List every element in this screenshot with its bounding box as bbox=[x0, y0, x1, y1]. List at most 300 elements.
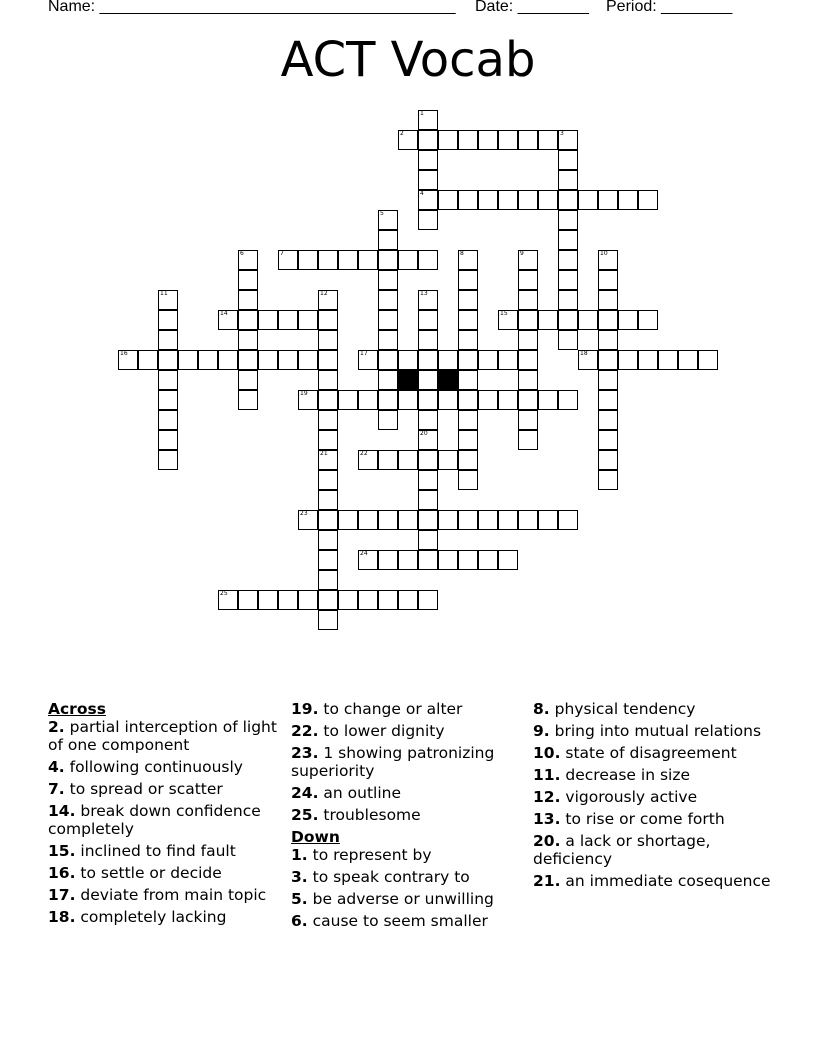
grid-cell[interactable] bbox=[418, 370, 438, 390]
grid-cell[interactable] bbox=[418, 470, 438, 490]
clue-number: 7. bbox=[48, 780, 65, 798]
grid-cell[interactable] bbox=[458, 390, 478, 410]
clue-number: 16 bbox=[120, 350, 128, 357]
grid-cell[interactable] bbox=[638, 350, 658, 370]
grid-cell[interactable] bbox=[398, 390, 418, 410]
clue-item bbox=[291, 912, 526, 930]
grid-cell[interactable] bbox=[398, 450, 418, 470]
clue-text: be adverse or unwilling bbox=[307, 890, 494, 908]
grid-cell[interactable] bbox=[458, 470, 478, 490]
grid-cell[interactable] bbox=[358, 350, 378, 370]
grid-cell[interactable] bbox=[598, 450, 618, 470]
grid-cell[interactable] bbox=[598, 270, 618, 290]
grid-cell[interactable] bbox=[418, 530, 438, 550]
clue-item bbox=[291, 784, 526, 802]
clue-item bbox=[533, 722, 773, 740]
grid-cell[interactable] bbox=[418, 110, 438, 130]
grid-cell[interactable] bbox=[458, 270, 478, 290]
grid-cell[interactable] bbox=[238, 330, 258, 350]
grid-cell[interactable] bbox=[318, 510, 338, 530]
grid-cell[interactable] bbox=[158, 430, 178, 450]
grid-cell[interactable] bbox=[298, 510, 318, 530]
clue-text: decrease in size bbox=[560, 766, 691, 784]
grid-cell[interactable] bbox=[238, 350, 258, 370]
grid-cell[interactable] bbox=[558, 310, 578, 330]
clue-item bbox=[291, 806, 526, 824]
grid-cell[interactable] bbox=[218, 310, 238, 330]
grid-cell[interactable] bbox=[418, 310, 438, 330]
clue-item bbox=[48, 718, 280, 754]
grid-cell[interactable] bbox=[458, 330, 478, 350]
grid-cell[interactable] bbox=[598, 470, 618, 490]
clue-number: 1. bbox=[291, 846, 308, 864]
grid-cell[interactable] bbox=[358, 450, 378, 470]
clue-item bbox=[48, 842, 280, 860]
clue-item bbox=[291, 846, 526, 864]
clue-number: 22 bbox=[360, 450, 368, 457]
grid-cell[interactable] bbox=[358, 590, 378, 610]
grid-cell[interactable] bbox=[198, 350, 218, 370]
grid-cell[interactable] bbox=[478, 350, 498, 370]
grid-cell[interactable] bbox=[518, 330, 538, 350]
grid-cell[interactable] bbox=[498, 130, 518, 150]
grid-cell[interactable] bbox=[338, 590, 358, 610]
clue-item bbox=[48, 802, 280, 838]
grid-cell[interactable] bbox=[598, 310, 618, 330]
grid-cell[interactable] bbox=[318, 290, 338, 310]
grid-cell[interactable] bbox=[378, 390, 398, 410]
grid-cell[interactable] bbox=[378, 310, 398, 330]
grid-cell[interactable] bbox=[538, 390, 558, 410]
grid-cell[interactable] bbox=[498, 510, 518, 530]
grid-cell[interactable] bbox=[238, 270, 258, 290]
grid-cell[interactable] bbox=[598, 410, 618, 430]
clue-text: an outline bbox=[318, 784, 402, 802]
grid-cell[interactable] bbox=[438, 550, 458, 570]
grid-cell[interactable] bbox=[498, 190, 518, 210]
grid-cell[interactable] bbox=[278, 250, 298, 270]
grid-cell[interactable] bbox=[158, 330, 178, 350]
grid-cell[interactable] bbox=[538, 190, 558, 210]
grid-cell[interactable] bbox=[438, 190, 458, 210]
grid-cell[interactable] bbox=[418, 190, 438, 210]
clue-number: 5. bbox=[291, 890, 308, 908]
clue-number: 7 bbox=[280, 250, 284, 257]
grid-cell[interactable] bbox=[458, 350, 478, 370]
grid-cell[interactable] bbox=[518, 130, 538, 150]
clue-number: 17 bbox=[360, 350, 368, 357]
grid-cell[interactable] bbox=[518, 310, 538, 330]
grid-cell[interactable] bbox=[358, 550, 378, 570]
grid-cell[interactable] bbox=[378, 370, 398, 390]
grid-cell[interactable] bbox=[398, 590, 418, 610]
grid-cell[interactable] bbox=[378, 350, 398, 370]
grid-cell[interactable] bbox=[518, 350, 538, 370]
grid-cell[interactable] bbox=[458, 510, 478, 530]
clue-text: to spread or scatter bbox=[64, 780, 223, 798]
clue-number: 8. bbox=[533, 700, 550, 718]
clue-number: 17. bbox=[48, 886, 76, 904]
clue-number: 3. bbox=[291, 868, 308, 886]
grid-cell[interactable] bbox=[318, 350, 338, 370]
grid-cell[interactable] bbox=[158, 310, 178, 330]
grid-cell[interactable] bbox=[298, 590, 318, 610]
grid-cell[interactable] bbox=[278, 350, 298, 370]
grid-cell[interactable] bbox=[278, 310, 298, 330]
grid-cell[interactable] bbox=[318, 610, 338, 630]
grid-cell[interactable] bbox=[418, 430, 438, 450]
clue-item bbox=[48, 758, 280, 776]
clue-item bbox=[291, 700, 526, 718]
grid-cell[interactable] bbox=[418, 490, 438, 510]
clue-text: break down confidence completely bbox=[48, 802, 261, 838]
grid-cell[interactable] bbox=[618, 190, 638, 210]
clue-item bbox=[48, 864, 280, 882]
grid-cell[interactable] bbox=[598, 330, 618, 350]
clue-number: 15 bbox=[500, 310, 508, 317]
clue-text: to settle or decide bbox=[75, 864, 222, 882]
clue-item bbox=[48, 886, 280, 904]
grid-cell[interactable] bbox=[218, 590, 238, 610]
grid-cell[interactable] bbox=[458, 550, 478, 570]
grid-cell[interactable] bbox=[498, 390, 518, 410]
grid-cell[interactable] bbox=[558, 510, 578, 530]
clue-number: 23. bbox=[291, 744, 319, 762]
grid-cell[interactable] bbox=[378, 290, 398, 310]
clue-item bbox=[533, 810, 773, 828]
grid-cell[interactable] bbox=[318, 330, 338, 350]
grid-cell[interactable] bbox=[218, 350, 238, 370]
grid-cell[interactable] bbox=[418, 550, 438, 570]
clue-number: 9 bbox=[520, 250, 524, 257]
grid-cell[interactable] bbox=[558, 190, 578, 210]
clue-text: to speak contrary to bbox=[307, 868, 470, 886]
grid-cell[interactable] bbox=[378, 410, 398, 430]
grid-cell[interactable] bbox=[358, 510, 378, 530]
grid-cell[interactable] bbox=[438, 350, 458, 370]
grid-cell[interactable] bbox=[558, 230, 578, 250]
clue-text: inclined to find fault bbox=[75, 842, 236, 860]
grid-cell[interactable] bbox=[618, 350, 638, 370]
grid-cell[interactable] bbox=[518, 190, 538, 210]
grid-cell[interactable] bbox=[518, 510, 538, 530]
grid-cell[interactable] bbox=[138, 350, 158, 370]
clue-number: 10. bbox=[533, 744, 561, 762]
grid-cell[interactable] bbox=[158, 450, 178, 470]
grid-cell[interactable] bbox=[578, 310, 598, 330]
grid-cell[interactable] bbox=[418, 510, 438, 530]
grid-cell[interactable] bbox=[598, 390, 618, 410]
clue-text: cause to seem smaller bbox=[307, 912, 488, 930]
grid-cell[interactable] bbox=[418, 330, 438, 350]
grid-cell[interactable] bbox=[458, 450, 478, 470]
clue-text: following continuously bbox=[64, 758, 243, 776]
grid-cell[interactable] bbox=[338, 250, 358, 270]
clue-item bbox=[533, 744, 773, 762]
grid-cell[interactable] bbox=[298, 310, 318, 330]
grid-cell[interactable] bbox=[498, 310, 518, 330]
grid-cell[interactable] bbox=[578, 190, 598, 210]
grid-cell[interactable] bbox=[258, 350, 278, 370]
grid-cell[interactable] bbox=[158, 370, 178, 390]
clue-number: 20 bbox=[420, 430, 428, 437]
grid-cell[interactable] bbox=[258, 310, 278, 330]
grid-cell[interactable] bbox=[558, 390, 578, 410]
grid-cell[interactable] bbox=[598, 350, 618, 370]
clue-number: 4. bbox=[48, 758, 65, 776]
grid-cell[interactable] bbox=[518, 410, 538, 430]
clue-number: 2 bbox=[400, 130, 404, 137]
across-heading: Across bbox=[48, 700, 106, 718]
grid-cell[interactable] bbox=[418, 590, 438, 610]
grid-cell[interactable] bbox=[398, 250, 418, 270]
grid-cell[interactable] bbox=[378, 270, 398, 290]
grid-cell[interactable] bbox=[318, 390, 338, 410]
black-cell bbox=[438, 370, 458, 390]
clue-number: 4 bbox=[420, 190, 424, 197]
clues-column-2 bbox=[291, 700, 526, 934]
grid-cell[interactable] bbox=[298, 250, 318, 270]
grid-cell[interactable] bbox=[598, 290, 618, 310]
grid-cell[interactable] bbox=[318, 430, 338, 450]
clue-number: 11 bbox=[160, 290, 168, 297]
down-heading: Down bbox=[291, 828, 340, 846]
grid-cell[interactable] bbox=[598, 190, 618, 210]
grid-cell[interactable] bbox=[398, 510, 418, 530]
grid-cell[interactable] bbox=[558, 250, 578, 270]
grid-cell[interactable] bbox=[418, 210, 438, 230]
clue-number: 12. bbox=[533, 788, 561, 806]
grid-cell[interactable] bbox=[638, 190, 658, 210]
grid-cell[interactable] bbox=[118, 350, 138, 370]
grid-cell[interactable] bbox=[438, 510, 458, 530]
grid-cell[interactable] bbox=[458, 430, 478, 450]
grid-cell[interactable] bbox=[558, 150, 578, 170]
grid-cell[interactable] bbox=[538, 310, 558, 330]
grid-cell[interactable] bbox=[318, 310, 338, 330]
grid-cell[interactable] bbox=[318, 250, 338, 270]
grid-cell[interactable] bbox=[478, 550, 498, 570]
grid-cell[interactable] bbox=[238, 310, 258, 330]
clue-item bbox=[291, 722, 526, 740]
clue-number: 24. bbox=[291, 784, 319, 802]
grid-cell[interactable] bbox=[378, 330, 398, 350]
clue-text: vigorously active bbox=[560, 788, 698, 806]
grid-cell[interactable] bbox=[458, 250, 478, 270]
grid-cell[interactable] bbox=[478, 190, 498, 210]
grid-cell[interactable] bbox=[178, 350, 198, 370]
grid-cell[interactable] bbox=[378, 590, 398, 610]
clue-number: 16. bbox=[48, 864, 76, 882]
clue-number: 1 bbox=[420, 110, 424, 117]
grid-cell[interactable] bbox=[458, 310, 478, 330]
clue-item bbox=[533, 788, 773, 806]
clue-number: 15. bbox=[48, 842, 76, 860]
grid-cell[interactable] bbox=[158, 290, 178, 310]
grid-cell[interactable] bbox=[498, 550, 518, 570]
grid-cell[interactable] bbox=[418, 150, 438, 170]
grid-cell[interactable] bbox=[378, 230, 398, 250]
grid-cell[interactable] bbox=[418, 410, 438, 430]
clue-text: deviate from main topic bbox=[75, 886, 267, 904]
clue-number: 23 bbox=[300, 510, 308, 517]
clue-number: 6 bbox=[240, 250, 244, 257]
name-field-label: Name: ________________________________________ bbox=[48, 0, 456, 15]
grid-cell[interactable] bbox=[358, 250, 378, 270]
grid-cell[interactable] bbox=[458, 290, 478, 310]
grid-cell[interactable] bbox=[558, 290, 578, 310]
grid-cell[interactable] bbox=[518, 370, 538, 390]
grid-cell[interactable] bbox=[418, 350, 438, 370]
grid-cell[interactable] bbox=[338, 510, 358, 530]
grid-cell[interactable] bbox=[518, 290, 538, 310]
clue-number: 10 bbox=[600, 250, 608, 257]
clue-text: a lack or shortage, deficiency bbox=[533, 832, 711, 868]
grid-cell[interactable] bbox=[318, 470, 338, 490]
grid-cell[interactable] bbox=[398, 350, 418, 370]
grid-cell[interactable] bbox=[418, 450, 438, 470]
clue-number: 13 bbox=[420, 290, 428, 297]
grid-cell[interactable] bbox=[478, 510, 498, 530]
grid-cell[interactable] bbox=[458, 370, 478, 390]
grid-cell[interactable] bbox=[638, 310, 658, 330]
grid-cell[interactable] bbox=[578, 350, 598, 370]
clue-text: physical tendency bbox=[549, 700, 696, 718]
grid-cell[interactable] bbox=[458, 410, 478, 430]
clue-item bbox=[533, 700, 773, 718]
grid-cell[interactable] bbox=[318, 590, 338, 610]
clue-text: state of disagreement bbox=[560, 744, 737, 762]
grid-cell[interactable] bbox=[238, 390, 258, 410]
clue-text: to represent by bbox=[307, 846, 432, 864]
grid-cell[interactable] bbox=[458, 130, 478, 150]
clue-number: 13. bbox=[533, 810, 561, 828]
grid-cell[interactable] bbox=[258, 590, 278, 610]
grid-cell[interactable] bbox=[658, 350, 678, 370]
clue-item bbox=[291, 868, 526, 886]
grid-cell[interactable] bbox=[678, 350, 698, 370]
grid-cell[interactable] bbox=[318, 370, 338, 390]
clue-number: 21. bbox=[533, 872, 561, 890]
date-field-label: Date: ________ bbox=[475, 0, 589, 15]
grid-cell[interactable] bbox=[438, 450, 458, 470]
grid-cell[interactable] bbox=[558, 170, 578, 190]
grid-cell[interactable] bbox=[158, 350, 178, 370]
grid-cell[interactable] bbox=[438, 390, 458, 410]
clue-text: to change or alter bbox=[318, 700, 463, 718]
grid-cell[interactable] bbox=[378, 550, 398, 570]
grid-cell[interactable] bbox=[518, 390, 538, 410]
clue-text: to lower dignity bbox=[318, 722, 445, 740]
clue-number: 6. bbox=[291, 912, 308, 930]
grid-cell[interactable] bbox=[458, 190, 478, 210]
grid-cell[interactable] bbox=[498, 350, 518, 370]
grid-cell[interactable] bbox=[618, 310, 638, 330]
clue-number: 8 bbox=[460, 250, 464, 257]
grid-cell[interactable] bbox=[238, 290, 258, 310]
grid-cell[interactable] bbox=[538, 510, 558, 530]
grid-cell[interactable] bbox=[358, 390, 378, 410]
grid-cell[interactable] bbox=[598, 250, 618, 270]
grid-cell[interactable] bbox=[558, 330, 578, 350]
grid-cell[interactable] bbox=[378, 510, 398, 530]
clue-number: 25. bbox=[291, 806, 319, 824]
grid-cell[interactable] bbox=[418, 290, 438, 310]
grid-cell[interactable] bbox=[398, 550, 418, 570]
clue-number: 19 bbox=[300, 390, 308, 397]
period-field-label: Period: ________ bbox=[606, 0, 733, 15]
grid-cell[interactable] bbox=[558, 270, 578, 290]
grid-cell[interactable] bbox=[538, 130, 558, 150]
grid-cell[interactable] bbox=[418, 170, 438, 190]
grid-cell[interactable] bbox=[478, 130, 498, 150]
grid-cell[interactable] bbox=[518, 250, 538, 270]
clue-number: 24 bbox=[360, 550, 368, 557]
grid-cell[interactable] bbox=[418, 130, 438, 150]
clue-item bbox=[48, 780, 280, 798]
clue-text: bring into mutual relations bbox=[549, 722, 762, 740]
grid-cell[interactable] bbox=[438, 130, 458, 150]
clue-number: 3 bbox=[560, 130, 564, 137]
grid-cell[interactable] bbox=[158, 410, 178, 430]
grid-cell[interactable] bbox=[318, 550, 338, 570]
grid-cell[interactable] bbox=[318, 490, 338, 510]
grid-cell[interactable] bbox=[158, 390, 178, 410]
grid-cell[interactable] bbox=[338, 390, 358, 410]
clue-number: 22. bbox=[291, 722, 319, 740]
grid-cell[interactable] bbox=[238, 370, 258, 390]
grid-cell[interactable] bbox=[698, 350, 718, 370]
grid-cell[interactable] bbox=[518, 270, 538, 290]
clue-text: an immediate cosequence bbox=[560, 872, 771, 890]
black-cell bbox=[398, 370, 418, 390]
clue-number: 20. bbox=[533, 832, 561, 850]
grid-cell[interactable] bbox=[238, 250, 258, 270]
grid-cell[interactable] bbox=[238, 590, 258, 610]
clue-item bbox=[533, 766, 773, 784]
grid-cell[interactable] bbox=[598, 430, 618, 450]
grid-cell[interactable] bbox=[318, 570, 338, 590]
grid-cell[interactable] bbox=[558, 210, 578, 230]
grid-cell[interactable] bbox=[478, 390, 498, 410]
clue-item bbox=[533, 832, 773, 868]
clue-item bbox=[48, 908, 280, 926]
grid-cell[interactable] bbox=[598, 370, 618, 390]
clue-number: 14 bbox=[220, 310, 228, 317]
clue-number: 12 bbox=[320, 290, 328, 297]
grid-cell[interactable] bbox=[418, 390, 438, 410]
grid-cell[interactable] bbox=[298, 350, 318, 370]
grid-cell[interactable] bbox=[318, 530, 338, 550]
grid-cell[interactable] bbox=[418, 250, 438, 270]
grid-cell[interactable] bbox=[318, 450, 338, 470]
clue-text: 1 showing patronizing superiority bbox=[291, 744, 495, 780]
clue-text: to rise or come forth bbox=[560, 810, 725, 828]
grid-cell[interactable] bbox=[298, 390, 318, 410]
clue-text: partial interception of light of one component bbox=[48, 718, 277, 754]
clue-number: 19. bbox=[291, 700, 319, 718]
grid-cell[interactable] bbox=[398, 130, 418, 150]
grid-cell[interactable] bbox=[318, 410, 338, 430]
grid-cell[interactable] bbox=[378, 250, 398, 270]
grid-cell[interactable] bbox=[558, 130, 578, 150]
grid-cell[interactable] bbox=[378, 210, 398, 230]
grid-cell[interactable] bbox=[378, 450, 398, 470]
clue-number: 14. bbox=[48, 802, 76, 820]
grid-cell[interactable] bbox=[518, 430, 538, 450]
grid-cell[interactable] bbox=[278, 590, 298, 610]
clue-number: 21 bbox=[320, 450, 328, 457]
